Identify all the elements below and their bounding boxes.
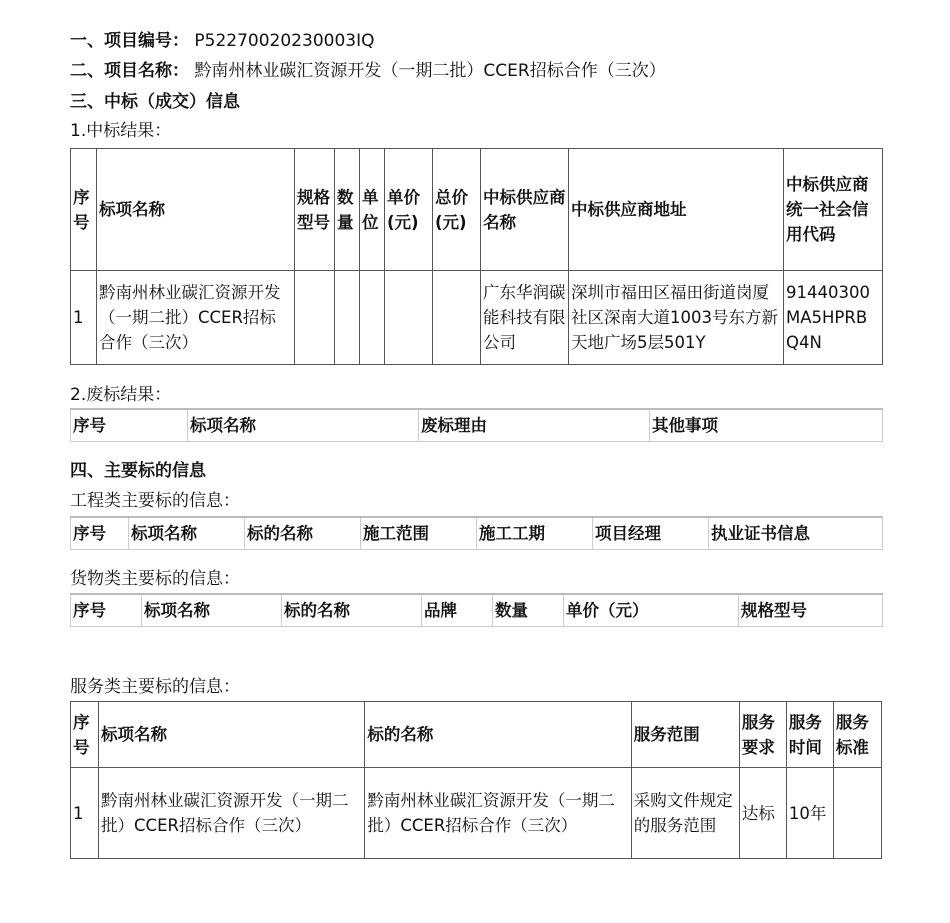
result-header-cell: 中标供应商名称 <box>481 149 569 271</box>
result-title: 1.中标结果： <box>70 121 172 141</box>
goods-header-cell: 单价（元） <box>564 594 739 626</box>
table-cell: 1 <box>71 768 99 859</box>
result-header-cell: 单位 <box>360 149 385 271</box>
table-cell: 黔南州林业碳汇资源开发（一期二批）CCER招标合作（三次） <box>99 768 365 859</box>
table-cell <box>433 271 481 365</box>
result-header-cell: 规格型号 <box>295 149 335 271</box>
goods-header-cell: 序号 <box>71 594 142 626</box>
table-cell: 黔南州林业碳汇资源开发（一期二批）CCER招标合作（三次） <box>365 768 631 859</box>
project-name-value: 黔南州林业碳汇资源开发（一期二批）CCER招标合作（三次） <box>194 61 666 81</box>
service-table <box>70 701 882 859</box>
table-cell: 达标 <box>739 768 786 859</box>
abandon-header-row <box>71 409 883 441</box>
table-cell: 10年 <box>786 768 833 859</box>
service-header-cell: 标的名称 <box>365 702 631 768</box>
goods-title: 货物类主要标的信息： <box>70 569 240 589</box>
table-cell: 深圳市福田区福田街道岗厦社区深南大道1003号东方新天地广场5层501Y <box>569 271 784 365</box>
abandon-header-cell: 废标理由 <box>419 409 650 441</box>
service-header-cell: 标项名称 <box>99 702 365 768</box>
project-number-line <box>70 28 374 54</box>
result-table <box>70 148 883 365</box>
goods-header-cell: 标项名称 <box>142 594 282 626</box>
result-header-cell: 单价(元) <box>385 149 433 271</box>
table-cell: 采购文件规定的服务范围 <box>631 768 739 859</box>
engineering-header-cell: 标项名称 <box>129 517 245 549</box>
engineering-header-cell: 项目经理 <box>593 517 709 549</box>
goods-table <box>70 593 883 627</box>
result-header-cell: 中标供应商统一社会信用代码 <box>784 149 883 271</box>
service-header-cell: 服务时间 <box>786 702 833 768</box>
result-header-cell: 序号 <box>71 149 97 271</box>
table-cell: 黔南州林业碳汇资源开发（一期二批）CCER招标合作（三次） <box>97 271 295 365</box>
engineering-title: 工程类主要标的信息： <box>70 491 240 511</box>
project-name-label: 二、项目名称： <box>70 61 189 81</box>
engineering-header-row <box>71 517 883 549</box>
table-row <box>71 271 883 365</box>
table-cell <box>833 768 881 859</box>
abandon-header-cell: 其他事项 <box>650 409 883 441</box>
project-number-value: P52270020230003IQ <box>194 31 375 51</box>
table-cell: 1 <box>71 271 97 365</box>
engineering-header-cell: 执业证书信息 <box>709 517 883 549</box>
abandon-header-cell: 序号 <box>71 409 188 441</box>
table-cell <box>335 271 360 365</box>
service-header-row <box>71 702 882 768</box>
service-title: 服务类主要标的信息： <box>70 677 240 697</box>
engineering-header-cell: 标的名称 <box>245 517 361 549</box>
table-cell <box>295 271 335 365</box>
engineering-header-cell: 序号 <box>71 517 129 549</box>
goods-header-cell: 规格型号 <box>739 594 883 626</box>
project-name-line <box>70 58 666 84</box>
abandon-title: 2.废标结果： <box>70 385 172 405</box>
section4-title: 四、主要标的信息 <box>70 461 206 481</box>
goods-header-row <box>71 594 883 626</box>
table-row <box>71 768 882 859</box>
goods-header-cell: 数量 <box>493 594 564 626</box>
abandon-header-cell: 标项名称 <box>188 409 419 441</box>
goods-header-cell: 标的名称 <box>282 594 422 626</box>
service-header-cell: 服务范围 <box>631 702 739 768</box>
engineering-table <box>70 516 883 550</box>
engineering-header-cell: 施工工期 <box>477 517 593 549</box>
project-number-label: 一、项目编号： <box>70 31 189 51</box>
service-header-cell: 服务要求 <box>739 702 786 768</box>
result-header-cell: 总价(元) <box>433 149 481 271</box>
service-header-cell: 序号 <box>71 702 99 768</box>
abandon-table <box>70 408 883 442</box>
table-cell <box>360 271 385 365</box>
result-header-cell: 中标供应商地址 <box>569 149 784 271</box>
goods-header-cell: 品牌 <box>422 594 493 626</box>
engineering-header-cell: 施工范围 <box>361 517 477 549</box>
service-header-cell: 服务标准 <box>833 702 881 768</box>
result-header-cell: 数量 <box>335 149 360 271</box>
table-cell: 广东华润碳能科技有限公司 <box>481 271 569 365</box>
section3-title: 三、中标（成交）信息 <box>70 92 240 112</box>
result-header-cell: 标项名称 <box>97 149 295 271</box>
table-cell: 91440300MA5HPRBQ4N <box>784 271 883 365</box>
result-header-row <box>71 149 883 271</box>
table-cell <box>385 271 433 365</box>
